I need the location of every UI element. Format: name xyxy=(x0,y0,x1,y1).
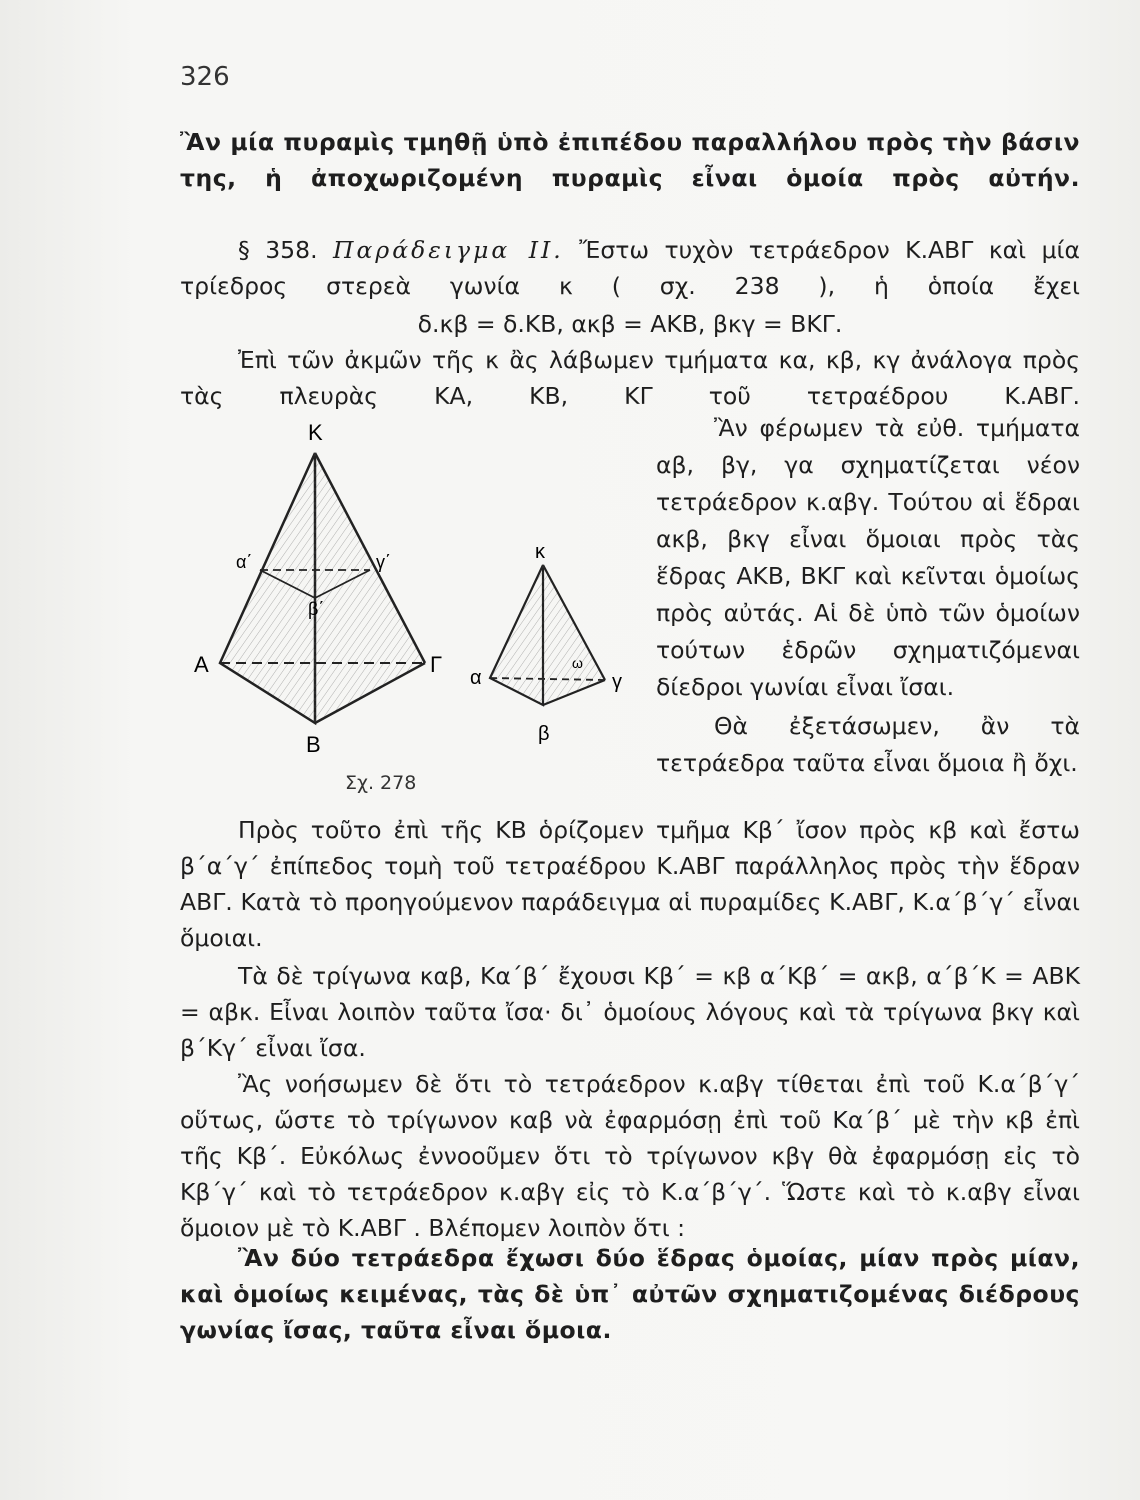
paragraph-2-text: Πρὸς τοῦτο ἐπὶ τῆς ΚΒ ὁρίζομεν τμῆμα Κβ΄ ἴσον πρὸς κβ καὶ ἔστω β΄α΄γ΄ ἐπίπεδος τομὴ τοῦ τετραέδρου Κ.ΑΒΓ παράλληλος πρὸς τὴν ἕδραν ΑΒΓ. Κατὰ τὸ προηγούμενον παράδειγμα αἱ πυραμίδες Κ.ΑΒΓ, Κ.α΄β΄γ΄ εἶναι ὅμοιαι. xyxy=(180,816,1080,952)
label-K: Κ xyxy=(308,420,323,445)
label-a-prime: α΄ xyxy=(236,552,253,572)
section-number: § 358. xyxy=(238,236,318,264)
label-g-prime: γ΄ xyxy=(376,552,391,572)
paragraph-1 xyxy=(180,342,1080,414)
side-text-2: Θὰ ἐξετάσωμεν, ἂν τὰ τετράεδρα ταῦτα εἶναι ὅμοια ἢ ὄχι. xyxy=(656,712,1080,777)
label-b: β xyxy=(538,723,550,745)
large-tetrahedron xyxy=(194,420,442,757)
paragraph-4-text: Ἂς νοήσωμεν δὲ ὅτι τὸ τετράεδρον κ.αβγ τίθεται ἐπὶ τοῦ Κ.α΄β΄γ΄ οὕτως, ὥστε τὸ τρίγωνον καβ νὰ ἐφαρμόσῃ ἐπὶ τοῦ Κα΄β΄ μὲ τὴν κβ ἐπὶ τῆς Κβ΄. Εὐκόλως ἐννοοῦμεν ὅτι τὸ τρίγωνον κβγ θὰ ἐφαρμόσῃ εἰς τὸ Κβ΄γ΄ καὶ τὸ τετράεδρον κ.αβγ εἰς τὸ Κ.α΄β΄γ΄. Ὥστε καὶ τὸ κ.αβγ εἶναι ὅμοιον μὲ τὸ Κ.ΑΒΓ . Βλέπομεν λοιπὸν ὅτι : xyxy=(180,1070,1080,1242)
section-intro xyxy=(180,232,1080,304)
paragraph-3 xyxy=(180,958,1080,1066)
paragraph-3-text: Τὰ δὲ τρίγωνα καβ, Κα΄β΄ ἔχουσι Κβ΄ = κβ α΄Κβ΄ = ακβ, α΄β΄Κ = ΑΒΚ = αβκ. Εἶναι λοιπὸν ταῦτα ἴσα· δι᾽ ὁμοίους λόγους καὶ τὰ τρίγωνα βκγ καὶ β΄Κγ΄ εἶναι ἴσα. xyxy=(180,962,1080,1062)
label-k: κ xyxy=(535,541,545,563)
side-text-1: Ἂν φέρωμεν τὰ εὐθ. τμήματα αβ, βγ, γα σχηματίζεται νέον τετράεδρον κ.αβγ. Τούτου αἱ ἕδραι ακβ, βκγ εἶναι ὅμοιαι πρὸς τὰς ἕδρας ΑΚΒ, ΒΚΓ καὶ κεῖνται ὁμοίως πρὸς αὐτάς. Αἱ δὲ ὑπὸ τῶν ὁμοίων τούτων ἑδρῶν σχηματιζόμεναι δίεδροι γωνίαι εἶναι ἴσαι. xyxy=(656,414,1080,701)
label-g: γ xyxy=(612,671,622,693)
side-column xyxy=(656,410,1080,782)
small-tetrahedron xyxy=(470,541,622,745)
theorem-1 xyxy=(180,124,1080,196)
label-G: Γ xyxy=(430,652,443,677)
section-equation: δ.κβ = δ.ΚΒ, ακβ = ΑΚΒ, βκγ = ΒΚΓ. xyxy=(417,310,843,338)
paragraph-4 xyxy=(180,1066,1080,1246)
theorem-2-text: Ἂν δύο τετράεδρα ἔχωσι δύο ἕδρας ὁμοίας, μίαν πρὸς μίαν, καὶ ὁμοίως κειμένας, τὰς δὲ ὑπ᾽ αὐτῶν σχηματιζομένας διέδρους γωνίας ἴσας, ταῦτα εἶναι ὅμοια. xyxy=(180,1244,1080,1344)
paragraph-2 xyxy=(180,812,1080,956)
figure-caption: Σχ. 278 xyxy=(345,772,417,794)
small-hatched-face xyxy=(490,565,605,705)
page-number: 326 xyxy=(180,62,230,92)
label-b-prime: β΄ xyxy=(308,599,325,619)
section-358 xyxy=(180,232,1080,342)
label-a: α xyxy=(470,667,482,689)
paragraph-1-text: Ἐπὶ τῶν ἀκμῶν τῆς κ ἂς λάβωμεν τμήματα κα, κβ, κγ ἀνάλογα πρὸς τὰς πλευρὰς ΚΑ, ΚΒ, ΚΓ τοῦ τετραέδρου Κ.ΑΒΓ. xyxy=(180,346,1080,410)
pyramid-figure xyxy=(180,420,650,820)
label-w: ω xyxy=(572,655,583,671)
label-A: Α xyxy=(194,652,209,677)
label-B: Β xyxy=(306,732,321,757)
section-text: Ἔστω τυχὸν τετράεδρον Κ.ΑΒΓ καὶ μία τρίεδρος στερεὰ γωνία κ ( σχ. 238 ), ἡ ὁποία ἔχει xyxy=(180,236,1080,300)
section-title: Παράδειγμα ΙΙ. xyxy=(333,236,564,264)
theorem-2 xyxy=(180,1240,1080,1348)
theorem-1-text: Ἂν μία πυραμὶς τμηθῇ ὑπὸ ἐπιπέδου παραλλήλου πρὸς τὴν βάσιν της, ἡ ἀποχωριζομένη πυραμὶς εἶναι ὁμοία πρὸς αὐτήν. xyxy=(180,128,1080,192)
